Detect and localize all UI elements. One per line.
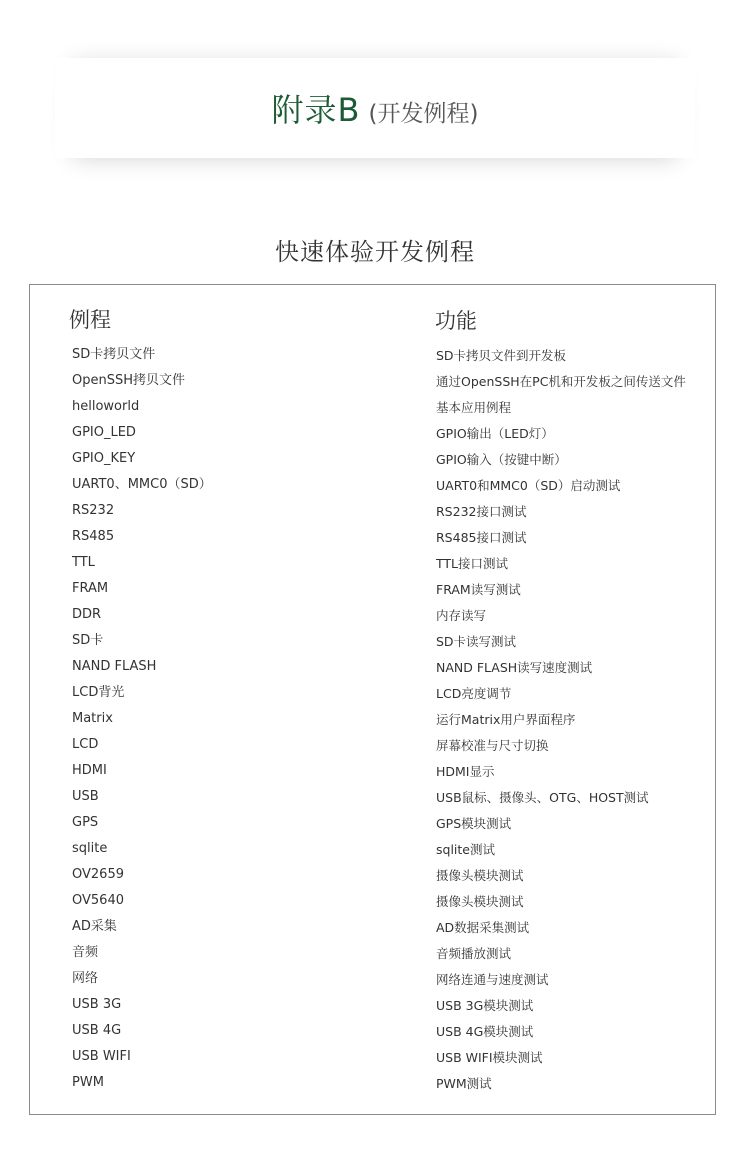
function-item: RS485接口测试 bbox=[436, 530, 527, 545]
appendix-banner bbox=[55, 58, 695, 158]
function-item: UART0和MMC0（SD）启动测试 bbox=[436, 478, 621, 493]
function-item: GPIO输入（按键中断） bbox=[436, 452, 567, 467]
example-item: LCD bbox=[72, 737, 99, 752]
function-column bbox=[436, 305, 711, 1097]
function-item: 通过OpenSSH在PC机和开发板之间传送文件 bbox=[436, 374, 686, 389]
example-item: USB bbox=[72, 789, 99, 804]
function-item: AD数据采集测试 bbox=[436, 920, 530, 935]
example-item: sqlite bbox=[72, 841, 108, 856]
example-item: UART0、MMC0（SD） bbox=[72, 477, 212, 492]
example-item: GPS bbox=[72, 815, 99, 830]
example-item: LCD背光 bbox=[72, 685, 125, 700]
function-item: USB鼠标、摄像头、OTG、HOST测试 bbox=[436, 790, 649, 805]
example-item: USB WIFI bbox=[72, 1049, 131, 1064]
examples-table bbox=[29, 284, 716, 1115]
example-item: GPIO_KEY bbox=[72, 451, 136, 466]
example-item: SD卡拷贝文件 bbox=[72, 347, 156, 362]
example-item: NAND FLASH bbox=[72, 659, 157, 674]
function-item: 摄像头模块测试 bbox=[436, 868, 524, 883]
function-item: PWM测试 bbox=[436, 1076, 492, 1091]
example-item: OV2659 bbox=[72, 867, 124, 882]
function-item: 运行Matrix用户界面程序 bbox=[436, 712, 576, 727]
function-item: 摄像头模块测试 bbox=[436, 894, 524, 909]
function-item: TTL接口测试 bbox=[436, 556, 509, 571]
example-list bbox=[70, 342, 410, 1096]
example-item: AD采集 bbox=[72, 919, 117, 934]
function-item: 音频播放测试 bbox=[436, 946, 512, 961]
banner-title bbox=[272, 85, 479, 131]
example-item: RS232 bbox=[72, 503, 115, 518]
example-item: Matrix bbox=[72, 711, 113, 726]
function-item: HDMI显示 bbox=[436, 764, 495, 779]
example-column bbox=[70, 305, 410, 1096]
function-item: RS232接口测试 bbox=[436, 504, 527, 519]
example-column-header: 例程 bbox=[69, 308, 111, 332]
example-item: USB 3G bbox=[72, 997, 122, 1012]
function-item: NAND FLASH读写速度测试 bbox=[436, 660, 593, 675]
banner-main-title: 附录B bbox=[271, 91, 361, 129]
example-item: TTL bbox=[72, 555, 95, 570]
function-item: USB WIFI模块测试 bbox=[436, 1050, 543, 1065]
function-item: GPIO输出（LED灯） bbox=[436, 426, 554, 441]
function-item: USB 3G模块测试 bbox=[436, 998, 534, 1013]
example-item: USB 4G bbox=[72, 1023, 122, 1038]
function-item: 内存读写 bbox=[436, 608, 487, 623]
example-item: 网络 bbox=[72, 971, 99, 986]
function-item: 屏幕校准与尺寸切换 bbox=[436, 738, 549, 753]
example-item: PWM bbox=[72, 1075, 104, 1090]
example-item: helloworld bbox=[72, 399, 140, 414]
example-item: RS485 bbox=[72, 529, 115, 544]
function-item: SD卡读写测试 bbox=[436, 634, 517, 649]
example-item: FRAM bbox=[72, 581, 109, 596]
function-item: sqlite测试 bbox=[436, 842, 495, 857]
function-item: 网络连通与速度测试 bbox=[436, 972, 549, 987]
function-item: 基本应用例程 bbox=[436, 400, 512, 415]
function-list bbox=[436, 343, 711, 1097]
example-item: SD卡 bbox=[72, 633, 104, 648]
section-title: 快速体验开发例程 bbox=[275, 238, 475, 266]
function-item: LCD亮度调节 bbox=[436, 686, 512, 701]
example-item: OV5640 bbox=[72, 893, 124, 908]
example-item: 音频 bbox=[72, 945, 99, 960]
function-item: GPS模块测试 bbox=[436, 816, 512, 831]
example-item: OpenSSH拷贝文件 bbox=[72, 373, 186, 388]
function-item: SD卡拷贝文件到开发板 bbox=[436, 348, 567, 363]
function-item: FRAM读写测试 bbox=[436, 582, 521, 597]
banner-subtitle: (开发例程) bbox=[368, 101, 479, 127]
function-column-header: 功能 bbox=[435, 309, 477, 333]
function-item: USB 4G模块测试 bbox=[436, 1024, 534, 1039]
example-item: GPIO_LED bbox=[72, 425, 136, 440]
example-item: DDR bbox=[72, 607, 102, 622]
example-item: HDMI bbox=[72, 763, 107, 778]
